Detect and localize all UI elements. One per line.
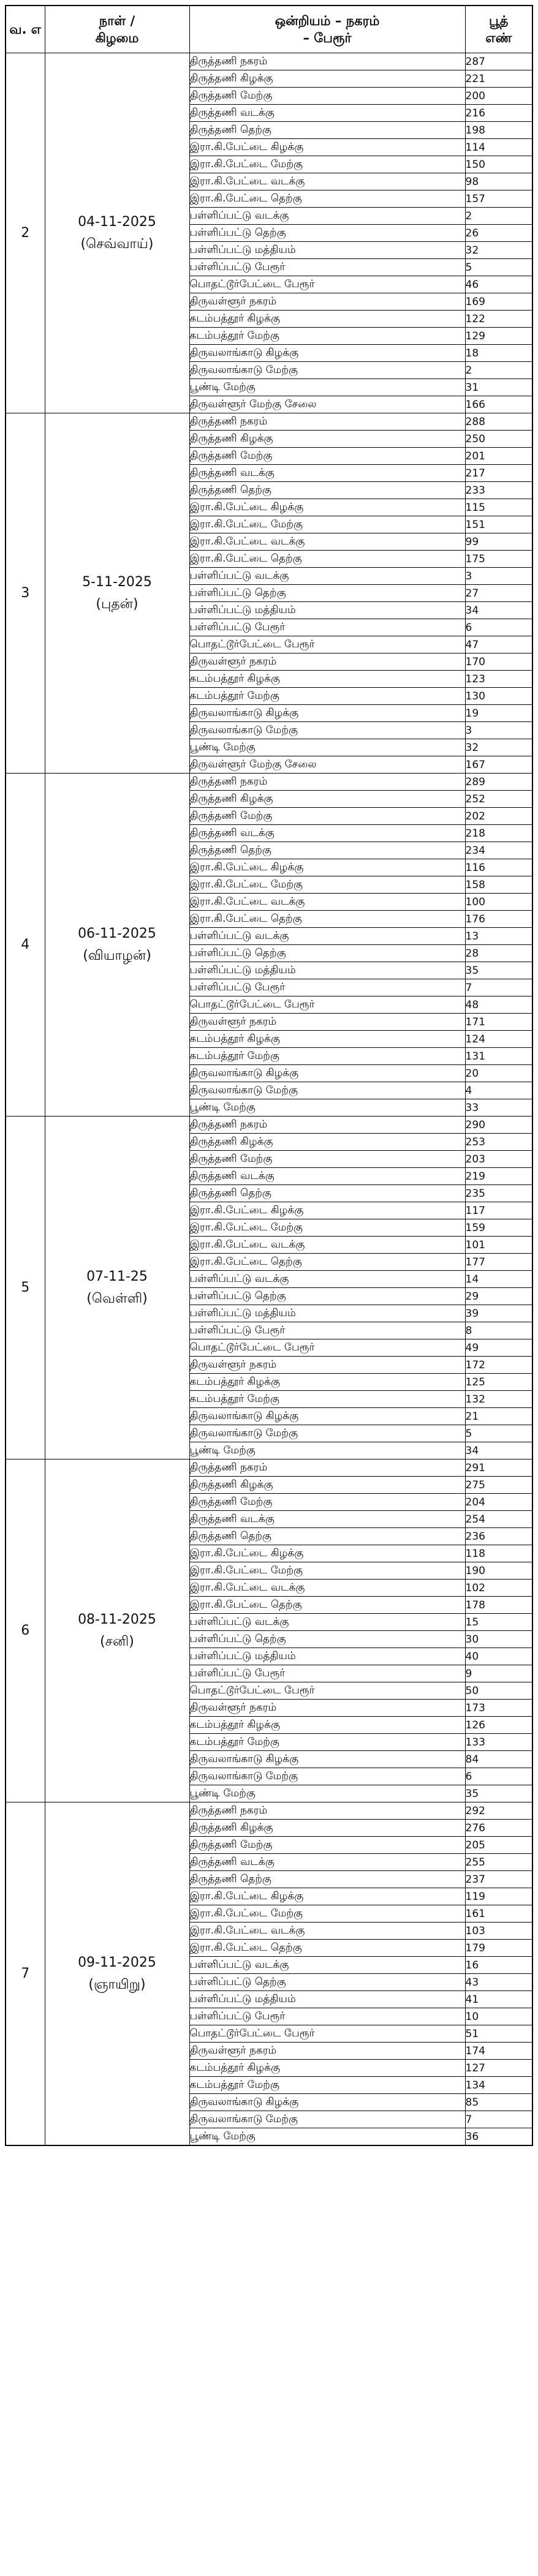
serial-number: 3 (6, 413, 45, 774)
place-name: திருத்தணி நகரம் (189, 413, 465, 431)
place-name: திருத்தணி மேற்கு (189, 448, 465, 465)
place-name: பள்ளிப்பட்டு மத்தியம் (189, 1648, 465, 1665)
place-name: இரா.கி.பேட்டை மேற்கு (189, 516, 465, 533)
date-text: 08-11-2025 (78, 1612, 156, 1628)
place-name: திருவலாங்காடு மேற்கு (189, 1425, 465, 1442)
place-name: திருத்தணி நகரம் (189, 774, 465, 791)
place-name: இரா.கி.பேட்டை மேற்கு (189, 1905, 465, 1923)
booth-number: 157 (465, 190, 532, 208)
table-row (6, 1459, 532, 1477)
booth-number: 190 (465, 1562, 532, 1580)
date-day-cell (45, 1459, 189, 1802)
place-name: பள்ளிப்பட்டு மத்தியம் (189, 242, 465, 259)
booth-number: 49 (465, 1339, 532, 1357)
booth-number: 166 (465, 396, 532, 413)
booth-number: 129 (465, 328, 532, 345)
place-name: திருத்தணி வடக்கு (189, 1168, 465, 1185)
booth-number: 200 (465, 88, 532, 105)
booth-number: 123 (465, 671, 532, 688)
place-name: இரா.கி.பேட்டை மேற்கு (189, 876, 465, 894)
booth-number: 126 (465, 1717, 532, 1734)
place-name: திருவள்ளூர் நகரம் (189, 1357, 465, 1374)
booth-number: 174 (465, 2043, 532, 2060)
booth-number: 237 (465, 1871, 532, 1888)
place-name: திருவள்ளூர் மேற்கு சேலை (189, 756, 465, 774)
place-name: இரா.கி.பேட்டை தெற்கு (189, 1254, 465, 1271)
schedule-table (5, 5, 533, 2146)
date-day-cell (45, 1802, 189, 2146)
booth-number: 115 (465, 499, 532, 516)
booth-number: 5 (465, 1425, 532, 1442)
booth-number: 13 (465, 928, 532, 945)
booth-number: 202 (465, 808, 532, 825)
booth-number: 101 (465, 1237, 532, 1254)
booth-number: 114 (465, 139, 532, 156)
place-name: பள்ளிப்பட்டு பேரூர் (189, 979, 465, 996)
place-name: பொதட்டூர்பேட்டை பேரூர் (189, 2025, 465, 2043)
booth-number: 102 (465, 1580, 532, 1597)
booth-number: 6 (465, 1768, 532, 1785)
booth-number: 43 (465, 1974, 532, 1991)
place-name: பூண்டி மேற்கு (189, 379, 465, 396)
place-name: பள்ளிப்பட்டு மத்தியம் (189, 602, 465, 619)
day-text: (வியாழன்) (83, 947, 151, 963)
place-name: திருத்தணி கிழக்கு (189, 1477, 465, 1494)
booth-number: 36 (465, 2128, 532, 2146)
date-day-cell (45, 53, 189, 413)
place-name: பூண்டி மேற்கு (189, 739, 465, 756)
booth-number: 201 (465, 448, 532, 465)
day-text: (ஞாயிறு) (88, 1976, 146, 1992)
table-header (6, 6, 532, 53)
day-text: (புதன்) (96, 596, 138, 612)
place-name: பள்ளிப்பட்டு வடக்கு (189, 1957, 465, 1974)
booth-number: 100 (465, 894, 532, 911)
place-name: திருவலாங்காடு மேற்கு (189, 2111, 465, 2128)
place-name: திருத்தணி வடக்கு (189, 1511, 465, 1528)
place-name: பொதட்டூர்பேட்டை பேரூர் (189, 276, 465, 293)
place-name: இரா.கி.பேட்டை மேற்கு (189, 1562, 465, 1580)
place-name: பூண்டி மேற்கு (189, 1442, 465, 1459)
place-name: கடம்பத்தூர் கிழக்கு (189, 1374, 465, 1391)
table-row (6, 1802, 532, 1820)
place-name: இரா.கி.பேட்டை தெற்கு (189, 190, 465, 208)
booth-number: 116 (465, 859, 532, 876)
place-name: பள்ளிப்பட்டு தெற்கு (189, 945, 465, 962)
place-name: இரா.கி.பேட்டை தெற்கு (189, 1940, 465, 1957)
place-name: பொதட்டூர்பேட்டை பேரூர் (189, 1339, 465, 1357)
booth-number: 159 (465, 1219, 532, 1237)
place-name: பொதட்டூர்பேட்டை பேரூர் (189, 1682, 465, 1700)
booth-number: 46 (465, 276, 532, 293)
date-text: 5-11-2025 (82, 574, 152, 590)
place-name: இரா.கி.பேட்டை தெற்கு (189, 1597, 465, 1614)
place-name: பள்ளிப்பட்டு தெற்கு (189, 1288, 465, 1305)
booth-number: 130 (465, 688, 532, 705)
place-name: திருவலாங்காடு மேற்கு (189, 1082, 465, 1099)
place-name: திருத்தணி தெற்கு (189, 482, 465, 499)
booth-number: 178 (465, 1597, 532, 1614)
booth-number: 51 (465, 2025, 532, 2043)
place-name: கடம்பத்தூர் மேற்கு (189, 688, 465, 705)
booth-number: 131 (465, 1048, 532, 1065)
header-serial-no: வ. எ (6, 6, 45, 53)
booth-number: 125 (465, 1374, 532, 1391)
booth-number: 203 (465, 1151, 532, 1168)
place-name: பொதட்டூர்பேட்டை பேரூர் (189, 636, 465, 653)
place-name: பள்ளிப்பட்டு வடக்கு (189, 208, 465, 225)
booth-number: 177 (465, 1254, 532, 1271)
booth-number: 217 (465, 465, 532, 482)
booth-number: 161 (465, 1905, 532, 1923)
place-name: கடம்பத்தூர் கிழக்கு (189, 1031, 465, 1048)
place-name: இரா.கி.பேட்டை தெற்கு (189, 911, 465, 928)
booth-number: 287 (465, 53, 532, 70)
booth-number: 3 (465, 722, 532, 739)
booth-number: 14 (465, 1271, 532, 1288)
table-row (6, 53, 532, 70)
booth-number: 117 (465, 1202, 532, 1219)
place-name: திருத்தணி மேற்கு (189, 88, 465, 105)
booth-number: 85 (465, 2094, 532, 2111)
place-name: திருவலாங்காடு கிழக்கு (189, 2094, 465, 2111)
booth-number: 47 (465, 636, 532, 653)
place-name: திருத்தணி கிழக்கு (189, 1134, 465, 1151)
booth-number: 103 (465, 1923, 532, 1940)
booth-number: 221 (465, 70, 532, 88)
place-name: திருத்தணி மேற்கு (189, 808, 465, 825)
booth-number: 5 (465, 259, 532, 276)
booth-number: 7 (465, 979, 532, 996)
booth-number: 171 (465, 1014, 532, 1031)
table-row (6, 1117, 532, 1134)
booth-number: 35 (465, 1785, 532, 1802)
serial-number: 5 (6, 1117, 45, 1459)
booth-number: 119 (465, 1888, 532, 1905)
place-name: திருத்தணி கிழக்கு (189, 70, 465, 88)
booth-number: 99 (465, 533, 532, 551)
booth-number: 27 (465, 585, 532, 602)
booth-number: 233 (465, 482, 532, 499)
place-name: திருவள்ளூர் நகரம் (189, 1014, 465, 1031)
place-name: திருத்தணி வடக்கு (189, 105, 465, 122)
place-name: இரா.கி.பேட்டை கிழக்கு (189, 499, 465, 516)
booth-number: 151 (465, 516, 532, 533)
place-name: கடம்பத்தூர் மேற்கு (189, 2077, 465, 2094)
booth-number: 253 (465, 1134, 532, 1151)
serial-number: 2 (6, 53, 45, 413)
booth-number: 41 (465, 1991, 532, 2008)
place-name: பள்ளிப்பட்டு பேரூர் (189, 1322, 465, 1339)
booth-number: 218 (465, 825, 532, 842)
place-name: இரா.கி.பேட்டை வடக்கு (189, 173, 465, 190)
booth-number: 34 (465, 1442, 532, 1459)
place-name: திருத்தணி வடக்கு (189, 1854, 465, 1871)
booth-number: 292 (465, 1802, 532, 1820)
place-name: திருத்தணி கிழக்கு (189, 791, 465, 808)
place-name: திருவலாங்காடு மேற்கு (189, 722, 465, 739)
place-name: பள்ளிப்பட்டு வடக்கு (189, 928, 465, 945)
place-name: கடம்பத்தூர் கிழக்கு (189, 671, 465, 688)
date-day-cell (45, 413, 189, 774)
booth-number: 8 (465, 1322, 532, 1339)
booth-number: 179 (465, 1940, 532, 1957)
place-name: பள்ளிப்பட்டு பேரூர் (189, 619, 465, 636)
place-name: திருத்தணி தெற்கு (189, 122, 465, 139)
place-name: திருவலாங்காடு மேற்கு (189, 1768, 465, 1785)
booth-number: 291 (465, 1459, 532, 1477)
booth-number: 118 (465, 1545, 532, 1562)
serial-number: 6 (6, 1459, 45, 1802)
place-name: பள்ளிப்பட்டு மத்தியம் (189, 962, 465, 979)
place-name: இரா.கி.பேட்டை மேற்கு (189, 156, 465, 173)
date-text: 06-11-2025 (78, 926, 156, 942)
place-name: பள்ளிப்பட்டு வடக்கு (189, 568, 465, 585)
booth-number: 134 (465, 2077, 532, 2094)
date-text: 09-11-2025 (78, 1955, 156, 1971)
booth-number: 252 (465, 791, 532, 808)
place-name: இரா.கி.பேட்டை வடக்கு (189, 894, 465, 911)
booth-number: 32 (465, 739, 532, 756)
place-name: திருத்தணி மேற்கு (189, 1494, 465, 1511)
place-name: பள்ளிப்பட்டு மத்தியம் (189, 1305, 465, 1322)
booth-number: 275 (465, 1477, 532, 1494)
place-name: திருவள்ளூர் நகரம் (189, 1700, 465, 1717)
place-name: திருவலாங்காடு மேற்கு (189, 362, 465, 379)
place-name: திருத்தணி நகரம் (189, 53, 465, 70)
booth-number: 98 (465, 173, 532, 190)
place-name: திருத்தணி மேற்கு (189, 1151, 465, 1168)
booth-number: 26 (465, 225, 532, 242)
place-name: திருத்தணி தெற்கு (189, 1185, 465, 1202)
booth-number: 10 (465, 2008, 532, 2025)
place-name: பள்ளிப்பட்டு மத்தியம் (189, 1991, 465, 2008)
place-name: திருவலாங்காடு கிழக்கு (189, 1408, 465, 1425)
header-booth-no: பூத் எண் (465, 6, 532, 53)
place-name: கடம்பத்தூர் மேற்கு (189, 328, 465, 345)
booth-number: 289 (465, 774, 532, 791)
place-name: திருவலாங்காடு கிழக்கு (189, 705, 465, 722)
place-name: திருத்தணி மேற்கு (189, 1837, 465, 1854)
place-name: திருவள்ளூர் மேற்கு சேலை (189, 396, 465, 413)
date-text: 07-11-25 (86, 1269, 148, 1285)
place-name: கடம்பத்தூர் மேற்கு (189, 1734, 465, 1751)
booth-number: 30 (465, 1631, 532, 1648)
place-name: பூண்டி மேற்கு (189, 2128, 465, 2146)
place-name: திருவலாங்காடு கிழக்கு (189, 1751, 465, 1768)
place-name: திருத்தணி தெற்கு (189, 1871, 465, 1888)
place-name: திருத்தணி தெற்கு (189, 1528, 465, 1545)
booth-number: 124 (465, 1031, 532, 1048)
booth-number: 2 (465, 208, 532, 225)
place-name: இரா.கி.பேட்டை மேற்கு (189, 1219, 465, 1237)
booth-number: 122 (465, 311, 532, 328)
place-name: இரா.கி.பேட்டை கிழக்கு (189, 1545, 465, 1562)
date-text: 04-11-2025 (78, 214, 156, 230)
place-name: பள்ளிப்பட்டு தெற்கு (189, 1631, 465, 1648)
booth-number: 173 (465, 1700, 532, 1717)
date-day-cell (45, 1117, 189, 1459)
booth-number: 50 (465, 1682, 532, 1700)
table-body (6, 53, 532, 2146)
place-name: பள்ளிப்பட்டு பேரூர் (189, 1665, 465, 1682)
place-name: திருத்தணி நகரம் (189, 1459, 465, 1477)
serial-number: 4 (6, 774, 45, 1117)
place-name: திருத்தணி தெற்கு (189, 842, 465, 859)
booth-number: 133 (465, 1734, 532, 1751)
booth-number: 204 (465, 1494, 532, 1511)
booth-number: 9 (465, 1665, 532, 1682)
header-date-day: நாள் / கிழமை (45, 6, 189, 53)
place-name: திருவலாங்காடு கிழக்கு (189, 345, 465, 362)
booth-number: 288 (465, 413, 532, 431)
place-name: பள்ளிப்பட்டு வடக்கு (189, 1271, 465, 1288)
place-name: திருத்தணி வடக்கு (189, 825, 465, 842)
header-union-town: ஒன்றியம் – நகரம் – பேரூர் (189, 6, 465, 53)
place-name: இரா.கி.பேட்டை கிழக்கு (189, 859, 465, 876)
booth-number: 31 (465, 379, 532, 396)
place-name: திருவள்ளூர் நகரம் (189, 653, 465, 671)
place-name: இரா.கி.பேட்டை வடக்கு (189, 1237, 465, 1254)
booth-number: 235 (465, 1185, 532, 1202)
booth-number: 48 (465, 996, 532, 1014)
serial-number: 7 (6, 1802, 45, 2146)
booth-number: 40 (465, 1648, 532, 1665)
place-name: பள்ளிப்பட்டு பேரூர் (189, 2008, 465, 2025)
date-day-cell (45, 774, 189, 1117)
booth-number: 255 (465, 1854, 532, 1871)
place-name: கடம்பத்தூர் கிழக்கு (189, 2060, 465, 2077)
place-name: இரா.கி.பேட்டை வடக்கு (189, 1580, 465, 1597)
booth-number: 21 (465, 1408, 532, 1425)
booth-number: 276 (465, 1820, 532, 1837)
booth-number: 205 (465, 1837, 532, 1854)
place-name: இரா.கி.பேட்டை தெற்கு (189, 551, 465, 568)
booth-number: 29 (465, 1288, 532, 1305)
day-text: (செவ்வாய்) (80, 236, 154, 252)
place-name: பள்ளிப்பட்டு தெற்கு (189, 1974, 465, 1991)
booth-number: 132 (465, 1391, 532, 1408)
booth-number: 250 (465, 431, 532, 448)
table-row (6, 774, 532, 791)
place-name: இரா.கி.பேட்டை வடக்கு (189, 1923, 465, 1940)
booth-number: 150 (465, 156, 532, 173)
booth-number: 7 (465, 2111, 532, 2128)
booth-number: 216 (465, 105, 532, 122)
place-name: திருத்தணி நகரம் (189, 1802, 465, 1820)
booth-number: 15 (465, 1614, 532, 1631)
place-name: திருவள்ளூர் நகரம் (189, 2043, 465, 2060)
place-name: இரா.கி.பேட்டை கிழக்கு (189, 1202, 465, 1219)
booth-number: 127 (465, 2060, 532, 2077)
booth-number: 169 (465, 293, 532, 311)
booth-number: 176 (465, 911, 532, 928)
booth-number: 219 (465, 1168, 532, 1185)
booth-number: 28 (465, 945, 532, 962)
booth-number: 84 (465, 1751, 532, 1768)
place-name: திருவலாங்காடு கிழக்கு (189, 1065, 465, 1082)
booth-number: 254 (465, 1511, 532, 1528)
place-name: திருத்தணி வடக்கு (189, 465, 465, 482)
place-name: கடம்பத்தூர் கிழக்கு (189, 311, 465, 328)
booth-number: 4 (465, 1082, 532, 1099)
place-name: பள்ளிப்பட்டு வடக்கு (189, 1614, 465, 1631)
booth-number: 19 (465, 705, 532, 722)
booth-number: 33 (465, 1099, 532, 1117)
header-row (6, 6, 532, 53)
day-text: (சனி) (100, 1633, 134, 1649)
booth-number: 2 (465, 362, 532, 379)
place-name: இரா.கி.பேட்டை வடக்கு (189, 533, 465, 551)
place-name: பள்ளிப்பட்டு தெற்கு (189, 585, 465, 602)
booth-number: 175 (465, 551, 532, 568)
booth-number: 35 (465, 962, 532, 979)
booth-number: 6 (465, 619, 532, 636)
booth-number: 34 (465, 602, 532, 619)
place-name: கடம்பத்தூர் மேற்கு (189, 1391, 465, 1408)
booth-number: 172 (465, 1357, 532, 1374)
booth-number: 236 (465, 1528, 532, 1545)
place-name: பொதட்டூர்பேட்டை பேரூர் (189, 996, 465, 1014)
booth-number: 18 (465, 345, 532, 362)
booth-number: 290 (465, 1117, 532, 1134)
place-name: இரா.கி.பேட்டை கிழக்கு (189, 139, 465, 156)
place-name: கடம்பத்தூர் மேற்கு (189, 1048, 465, 1065)
booth-number: 32 (465, 242, 532, 259)
place-name: பூண்டி மேற்கு (189, 1785, 465, 1802)
booth-number: 39 (465, 1305, 532, 1322)
place-name: பூண்டி மேற்கு (189, 1099, 465, 1117)
booth-number: 234 (465, 842, 532, 859)
booth-number: 3 (465, 568, 532, 585)
booth-number: 198 (465, 122, 532, 139)
place-name: பள்ளிப்பட்டு தெற்கு (189, 225, 465, 242)
table-row (6, 413, 532, 431)
place-name: பள்ளிப்பட்டு பேரூர் (189, 259, 465, 276)
booth-number: 20 (465, 1065, 532, 1082)
place-name: இரா.கி.பேட்டை கிழக்கு (189, 1888, 465, 1905)
booth-number: 170 (465, 653, 532, 671)
booth-number: 16 (465, 1957, 532, 1974)
place-name: திருத்தணி கிழக்கு (189, 431, 465, 448)
place-name: கடம்பத்தூர் கிழக்கு (189, 1717, 465, 1734)
place-name: திருவள்ளூர் நகரம் (189, 293, 465, 311)
day-text: (வெள்ளி) (86, 1290, 148, 1306)
place-name: திருத்தணி நகரம் (189, 1117, 465, 1134)
booth-number: 158 (465, 876, 532, 894)
booth-number: 167 (465, 756, 532, 774)
place-name: திருத்தணி கிழக்கு (189, 1820, 465, 1837)
